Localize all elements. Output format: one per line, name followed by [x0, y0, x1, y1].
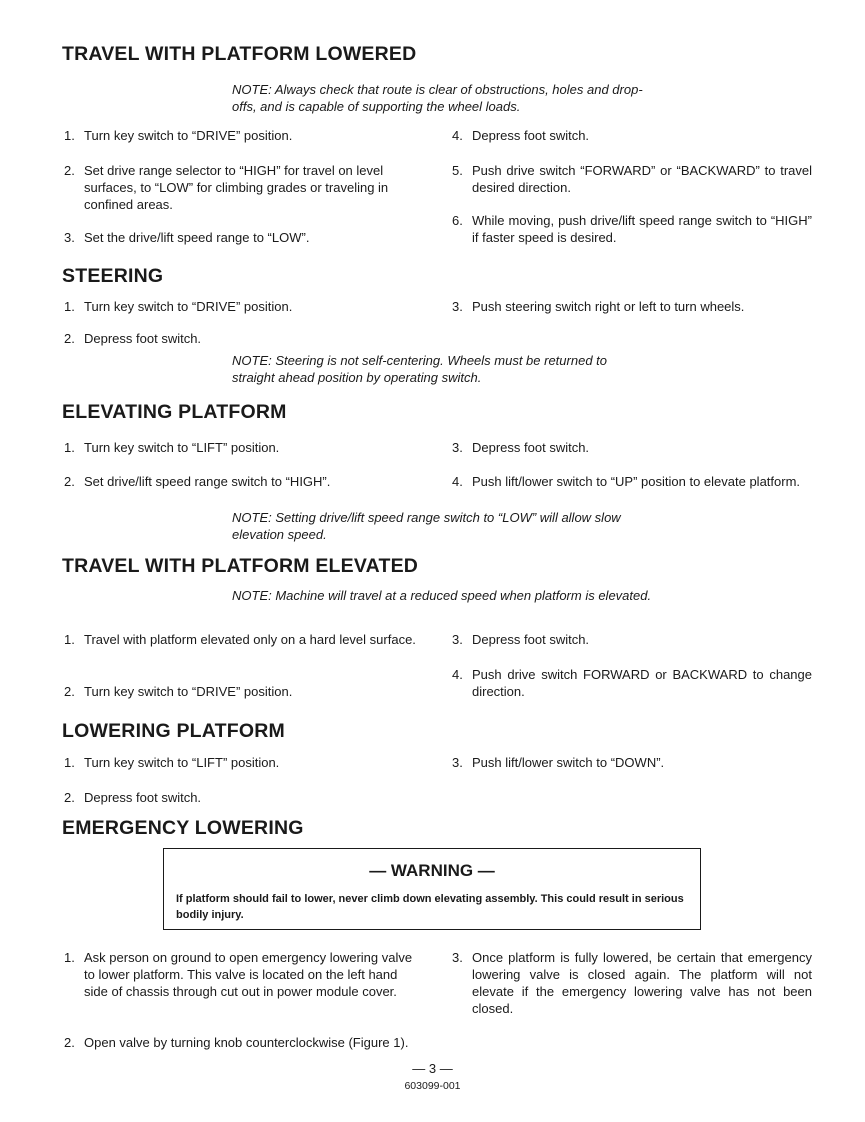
list-item: 3. Once platform is fully lowered, be certain that emergency lowering valve is closed again. The platform will not elevate if the emergency lowering valve has not been closed.	[452, 950, 812, 1016]
warning-box	[163, 848, 701, 930]
note-reduced-speed: NOTE: Machine will travel at a reduced speed when platform is elevated.	[232, 588, 652, 603]
list-item: 4. Depress foot switch.	[452, 128, 590, 143]
list-item: 4. Push lift/lower switch to “UP” position to elevate platform.	[452, 474, 801, 489]
list-item: 3. Push lift/lower switch to “DOWN”.	[452, 755, 665, 770]
document-code: 603099-001	[404, 1080, 461, 1092]
note-elevation-speed: NOTE: Setting drive/lift speed range switch to “LOW” will allow slow elevation speed.	[232, 510, 621, 542]
list-item: 3. Depress foot switch.	[452, 632, 590, 647]
list-item: 3. Set the drive/lift speed range to “LOW”.	[64, 230, 310, 245]
section-heading-travel-lowered: TRAVEL WITH PLATFORM LOWERED	[62, 43, 417, 65]
list-item: 1. Travel with platform elevated only on a hard level surface.	[64, 632, 416, 647]
list-item: 3. Depress foot switch.	[452, 440, 590, 455]
note-steering: NOTE: Steering is not self-centering. Wheels must be returned to straight ahead position by operating switch.	[232, 353, 608, 385]
list-item: 1. Turn key switch to “DRIVE” position.	[64, 299, 293, 314]
list-item: 2. Set drive/lift speed range switch to “HIGH”.	[64, 474, 331, 489]
list-item: 1. Turn key switch to “LIFT” position.	[64, 755, 280, 770]
note-route-check: NOTE: Always check that route is clear of obstructions, holes and drop-offs, and is capable of supporting the wheel loads.	[232, 82, 643, 114]
list-item: 1. Turn key switch to “LIFT” position.	[64, 440, 280, 455]
list-item: 2. Depress foot switch.	[64, 790, 202, 805]
list-item: 2. Set drive range selector to “HIGH” for travel on level surfaces, to “LOW” for climbing grades or traveling in confined areas.	[64, 163, 389, 212]
list-item: 2. Open valve by turning knob counterclockwise (Figure 1).	[64, 1035, 409, 1050]
warning-text: If platform should fail to lower, never climb down elevating assembly. This could result in serious bodily injury.	[176, 893, 684, 921]
section-heading-lowering: LOWERING PLATFORM	[62, 720, 285, 742]
list-item: 5. Push drive switch “FORWARD” or “BACKWARD” to travel desired direction.	[452, 163, 812, 195]
list-item: 1. Turn key switch to “DRIVE” position.	[64, 128, 293, 143]
list-item: 2. Turn key switch to “DRIVE” position.	[64, 684, 293, 699]
section-heading-emergency: EMERGENCY LOWERING	[62, 817, 304, 839]
page-number: — 3 —	[412, 1061, 453, 1076]
list-item: 3. Push steering switch right or left to turn wheels.	[452, 299, 745, 314]
list-item: 6. While moving, push drive/lift speed range switch to “HIGH” if faster speed is desired.	[452, 213, 812, 245]
section-heading-elevating: ELEVATING PLATFORM	[62, 401, 287, 423]
section-heading-steering: STEERING	[62, 265, 164, 287]
list-item: 1. Ask person on ground to open emergency lowering valve to lower platform. This valve is located on the left hand side of chassis through cut out in power module cover.	[64, 950, 413, 999]
list-item: 2. Depress foot switch.	[64, 331, 202, 346]
list-item: 4. Push drive switch FORWARD or BACKWARD to change direction.	[452, 667, 812, 699]
section-heading-travel-elevated: TRAVEL WITH PLATFORM ELEVATED	[62, 555, 419, 577]
warning-title: — WARNING —	[369, 861, 495, 880]
